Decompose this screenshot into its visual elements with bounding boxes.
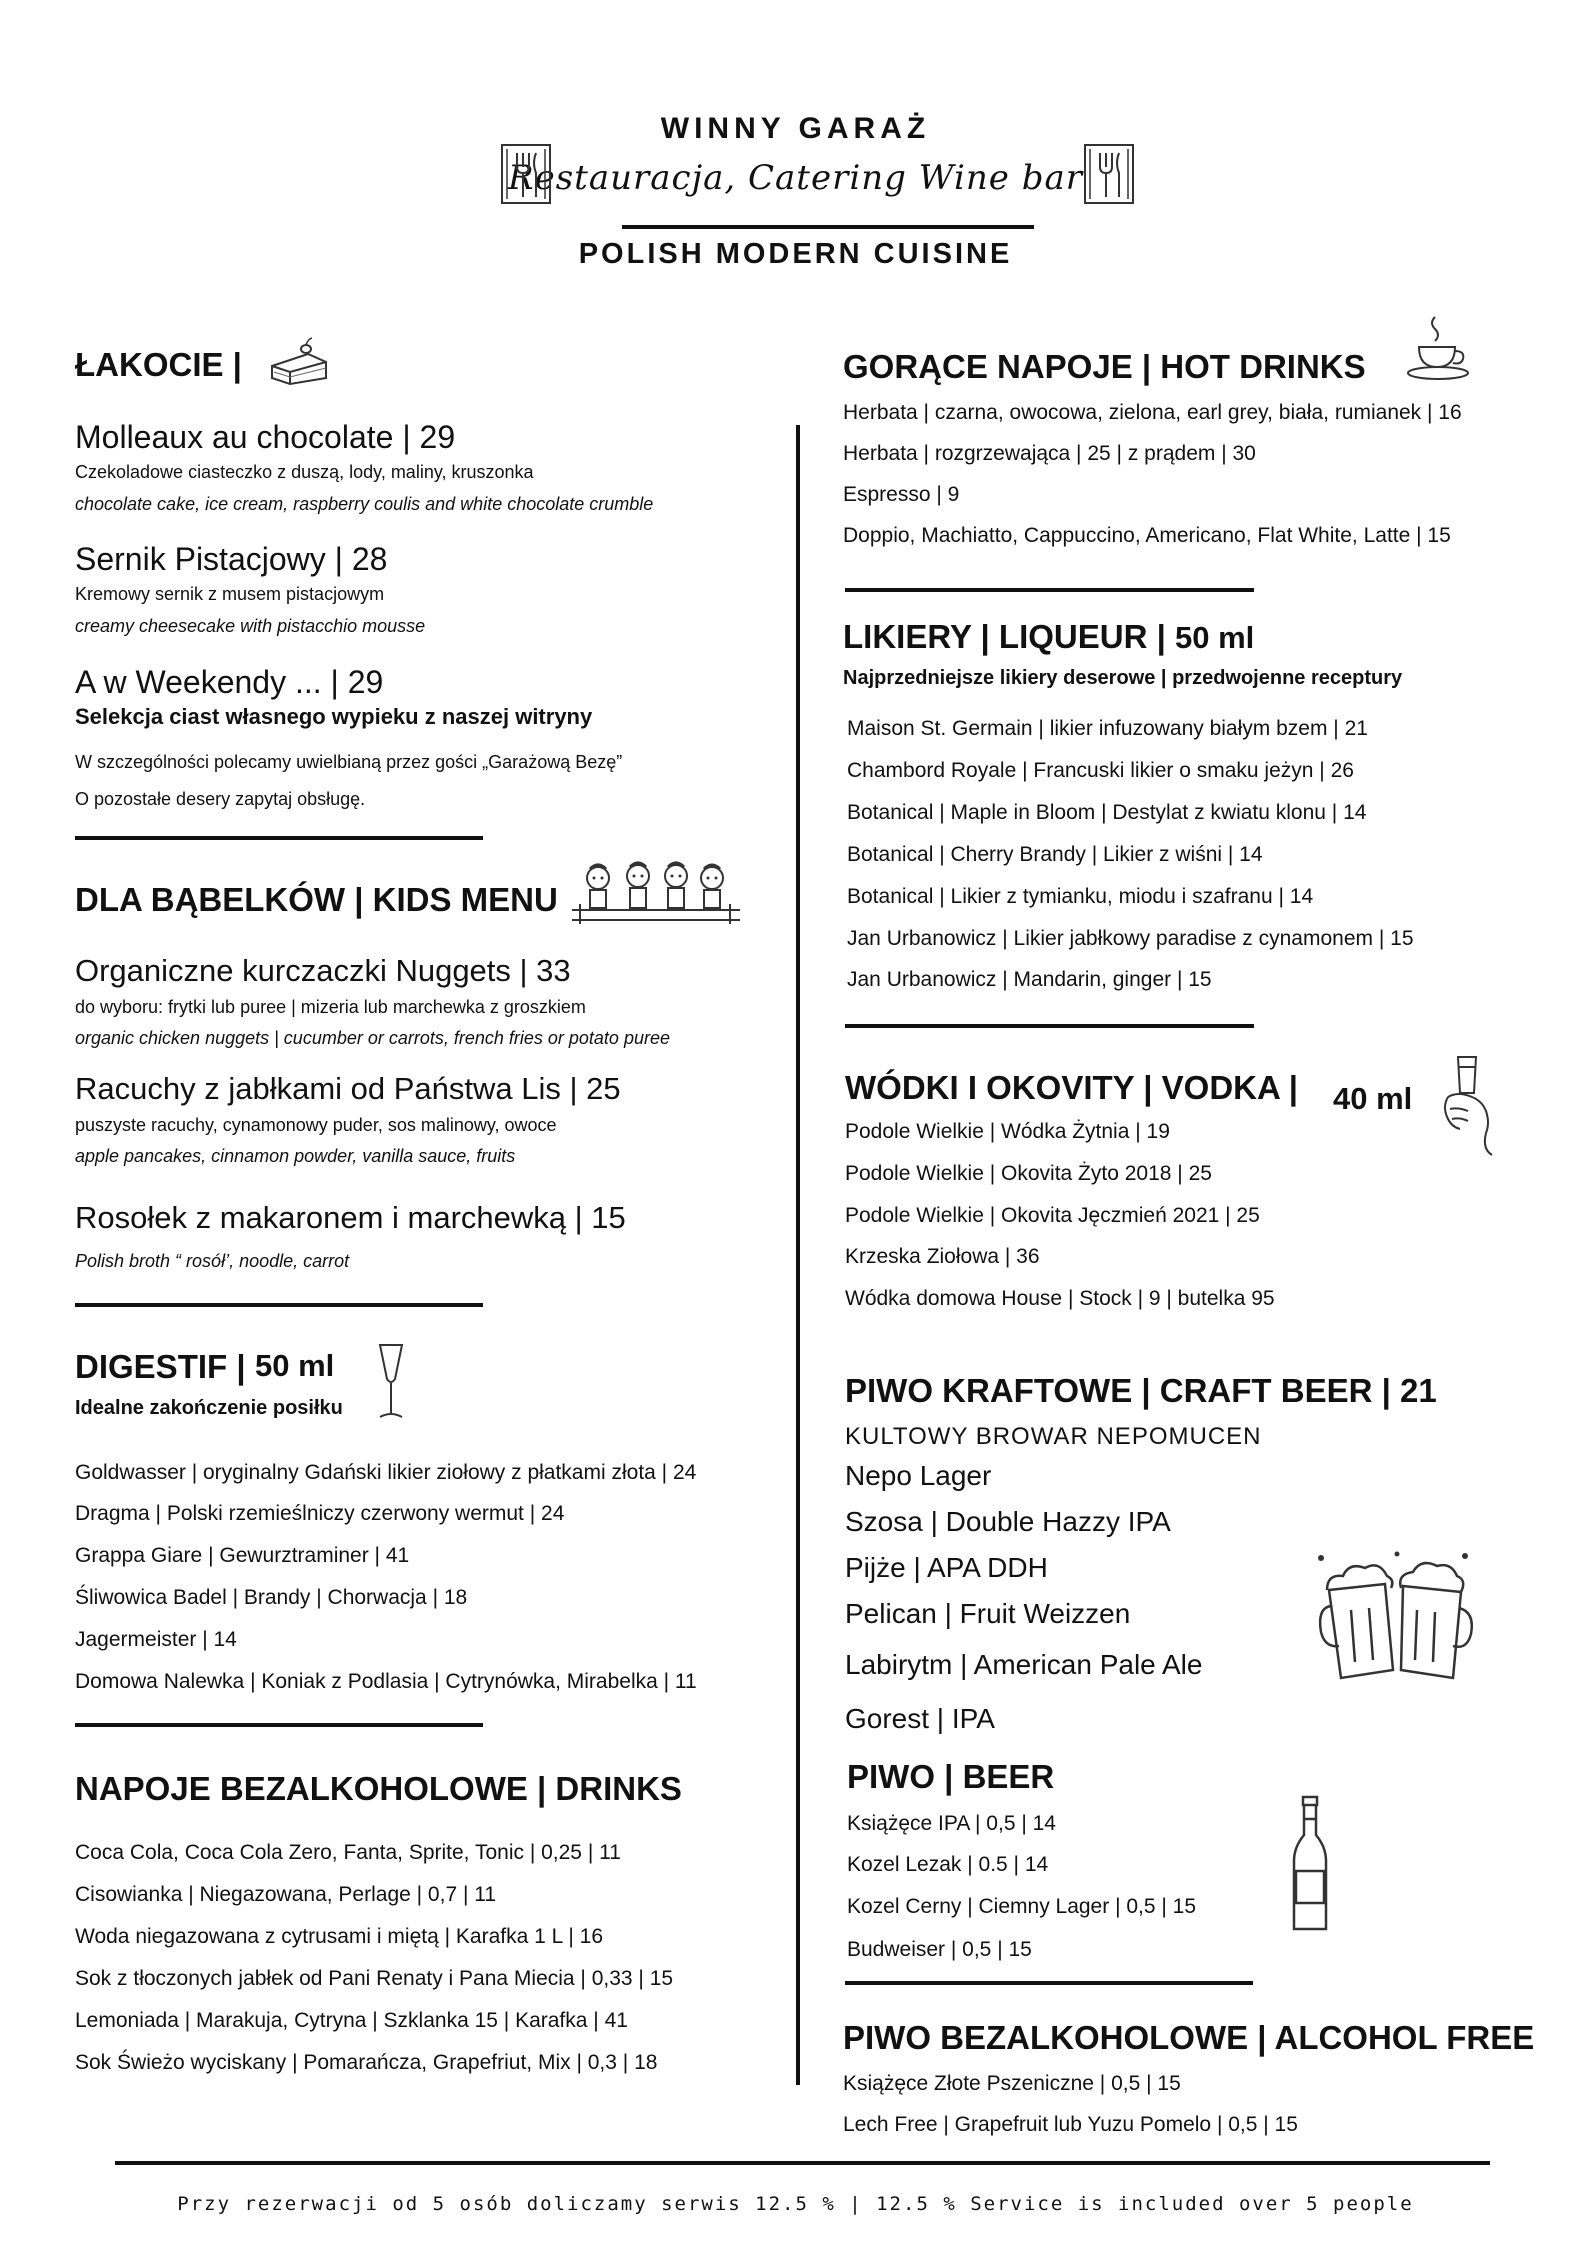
section-divider (845, 1981, 1253, 1985)
digestif-subheading: Idealne zakończenie posiłku (75, 1397, 343, 1419)
vodka-item: Podole Wielkie | Wódka Żytnia | 19 (845, 1120, 1170, 1143)
alcohol-free-item: Lech Free | Grapefruit lub Yuzu Pomelo | 0,5 | 15 (843, 2113, 1298, 2136)
liqueur-item: Maison St. Germain | likier infuzowany białym bzem | 21 (847, 717, 1368, 740)
drinks-heading: NAPOJE BEZALKOHOLOWE | DRINKS (75, 1770, 682, 1807)
vodka-item: Podole Wielkie | Okovita Żyto 2018 | 25 (845, 1162, 1212, 1185)
dessert-note: W szczególności polecamy uwielbianą przez gości „Garażową Bezę” (75, 752, 623, 772)
beer-item: Kozel Lezak | 0.5 | 14 (847, 1853, 1049, 1876)
vodka-item: Podole Wielkie | Okovita Jęczmień 2021 | 25 (845, 1204, 1260, 1227)
kids-title: Organiczne kurczaczki Nuggets | 33 (75, 953, 571, 988)
vodka-heading: WÓDKI I OKOVITY | VODKA | (845, 1069, 1298, 1106)
dessert-desc-pl: Kremowy sernik z musem pistacjowym (75, 584, 385, 604)
section-divider (845, 588, 1254, 592)
craft-item: Szosa | Double Hazzy IPA (845, 1506, 1171, 1537)
dessert-title: A w Weekendy ... | 29 (75, 664, 384, 700)
brand-title: WINNY GARAŻ (660, 112, 931, 145)
craft-item: Pijże | APA DDH (845, 1552, 1048, 1583)
kids-desc-en: apple pancakes, cinnamon powder, vanilla sauce, fruits (75, 1146, 516, 1166)
dessert-note: O pozostałe desery zapytaj obsługę. (75, 789, 366, 809)
section-divider (75, 1303, 483, 1307)
digestif-item: Dragma | Polski rzemieślniczy czerwony wermut | 24 (75, 1502, 565, 1525)
beer-heading: PIWO | BEER (847, 1758, 1055, 1795)
dessert-desc-pl: Czekoladowe ciasteczko z duszą, lody, maliny, kruszonka (75, 462, 534, 482)
beer-item: Kozel Cerny | Ciemny Lager | 0,5 | 15 (847, 1895, 1197, 1918)
liqueur-heading: LIKIERY | LIQUEUR | (843, 618, 1166, 655)
kids-icon (570, 860, 742, 926)
dessert-desc-pl: Selekcja ciast własnego wypieku z naszej witryny (75, 704, 593, 729)
craft-brewery: KULTOWY BROWAR NEPOMUCEN (845, 1423, 1262, 1450)
digestif-heading: DIGESTIF | (75, 1348, 246, 1385)
coffee-cup-icon (1405, 313, 1475, 381)
kids-desc-en: Polish broth “ rosół’, noodle, carrot (75, 1251, 350, 1271)
kids-desc-pl: do wyboru: frytki lub puree | mizeria lub marchewka z groszkiem (75, 997, 586, 1017)
fork-knife-icon (1083, 143, 1135, 205)
hot-item: Herbata | rozgrzewająca | 25 | z prądem | 30 (843, 442, 1256, 465)
craft-item: Pelican | Fruit Weizzen (845, 1598, 1131, 1629)
footer-note: Przy rezerwacji od 5 osób doliczamy serwis 12.5 % | 12.5 % Service is included over 5 people (177, 2193, 1414, 2215)
liqueur-subheading: Najprzedniejsze likiery deserowe | przedwojenne receptury (843, 667, 1403, 689)
vodka-item: Krzeska Ziołowa | 36 (845, 1245, 1040, 1268)
vodka-item: Wódka domowa House | Stock | 9 | butelka 95 (845, 1287, 1275, 1310)
kids-desc-en: organic chicken nuggets | cucumber or carrots, french fries or potato puree (75, 1028, 670, 1048)
section-divider (75, 836, 483, 840)
liqueur-item: Chambord Royale | Francuski likier o smaku jeżyn | 26 (847, 759, 1354, 782)
vodka-unit: 40 ml (1333, 1081, 1413, 1116)
hot-item: Herbata | czarna, owocowa, zielona, earl grey, biała, rumianek | 16 (843, 401, 1462, 424)
liqueur-item: Jan Urbanowicz | Likier jabłkowy paradise z cynamonem | 15 (847, 927, 1414, 950)
kids-heading: DLA BĄBELKÓW | KIDS MENU (75, 881, 558, 918)
shot-glass-hand-icon (1440, 1053, 1498, 1157)
dessert-desc-en: creamy cheesecake with pistacchio mousse (75, 616, 426, 636)
brand-subtitle: Restauracja, Catering Wine bar (508, 158, 1083, 198)
section-divider (845, 1024, 1254, 1028)
digestif-item: Jagermeister | 14 (75, 1628, 237, 1651)
digestif-item: Domowa Nalewka | Koniak z Podlasia | Cytrynówka, Mirabelka | 11 (75, 1670, 697, 1693)
liqueur-item: Jan Urbanowicz | Mandarin, ginger | 15 (847, 968, 1212, 991)
liqueur-item: Botanical | Likier z tymianku, miodu i szafranu | 14 (847, 885, 1314, 908)
alcohol-free-heading: PIWO BEZALKOHOLOWE | ALCOHOL FREE (843, 2019, 1535, 2056)
desserts-heading: ŁAKOCIE | (75, 346, 242, 383)
beer-mugs-icon (1315, 1550, 1480, 1685)
liqueur-item: Botanical | Cherry Brandy | Likier z wiśni | 14 (847, 843, 1263, 866)
liqueur-item: Botanical | Maple in Bloom | Destylat z kwiatu klonu | 14 (847, 801, 1367, 824)
digestif-unit: 50 ml (255, 1348, 335, 1383)
kids-desc-pl: puszyste racuchy, cynamonowy puder, sos malinowy, owoce (75, 1115, 557, 1135)
dessert-title: Sernik Pistacjowy | 28 (75, 541, 388, 577)
alcohol-free-item: Książęce Złote Pszeniczne | 0,5 | 15 (843, 2072, 1181, 2095)
kids-title: Rosołek z makaronem i marchewką | 15 (75, 1200, 626, 1235)
beer-bottle-icon (1290, 1795, 1330, 1935)
hot-heading: GORĄCE NAPOJE | HOT DRINKS (843, 348, 1366, 385)
section-divider (75, 1723, 483, 1727)
drinks-item: Woda niegazowana z cytrusami i miętą | Karafka 1 L | 16 (75, 1925, 604, 1948)
drinks-item: Coca Cola, Coca Cola Zero, Fanta, Sprite, Tonic | 0,25 | 11 (75, 1841, 621, 1864)
cake-icon (268, 336, 330, 386)
craft-heading: PIWO KRAFTOWE | CRAFT BEER | 21 (845, 1372, 1437, 1409)
drinks-item: Sok z tłoczonych jabłek od Pani Renaty i Pana Miecia | 0,33 | 15 (75, 1967, 674, 1990)
hot-item: Espresso | 9 (843, 483, 960, 506)
digestif-item: Goldwasser | oryginalny Gdański likier ziołowy z płatkami złota | 24 (75, 1461, 697, 1484)
digestif-item: Grappa Giare | Gewurztraminer | 41 (75, 1544, 410, 1567)
craft-item: Labirytm | American Pale Ale (845, 1649, 1203, 1680)
wine-glass-icon (376, 1343, 406, 1421)
drinks-item: Cisowianka | Niegazowana, Perlage | 0,7 | 11 (75, 1883, 497, 1906)
digestif-item: Śliwowica Badel | Brandy | Chorwacja | 18 (75, 1586, 468, 1609)
hot-item: Doppio, Machiatto, Cappuccino, Americano, Flat White, Latte | 15 (843, 524, 1451, 547)
brand-cuisine: POLISH MODERN CUISINE (578, 238, 1013, 270)
fork-knife-icon (500, 143, 552, 205)
drinks-item: Lemoniada | Marakuja, Cytryna | Szklanka 15 | Karafka | 41 (75, 2009, 628, 2032)
beer-item: Budweiser | 0,5 | 15 (847, 1938, 1032, 1961)
beer-item: Książęce IPA | 0,5 | 14 (847, 1812, 1056, 1835)
drinks-item: Sok Świeżo wyciskany | Pomarańcza, Grapefriut, Mix | 0,3 | 18 (75, 2051, 658, 2074)
liqueur-unit: 50 ml (1175, 620, 1255, 655)
header-divider (622, 225, 1034, 229)
dessert-desc-en: chocolate cake, ice cream, raspberry coulis and white chocolate crumble (75, 494, 654, 514)
footer-divider (115, 2161, 1490, 2165)
column-divider (796, 425, 800, 2085)
kids-title: Racuchy z jabłkami od Państwa Lis | 25 (75, 1071, 621, 1106)
craft-item: Gorest | IPA (845, 1703, 995, 1734)
dessert-title: Molleaux au chocolate | 29 (75, 419, 456, 455)
craft-item: Nepo Lager (845, 1460, 992, 1491)
